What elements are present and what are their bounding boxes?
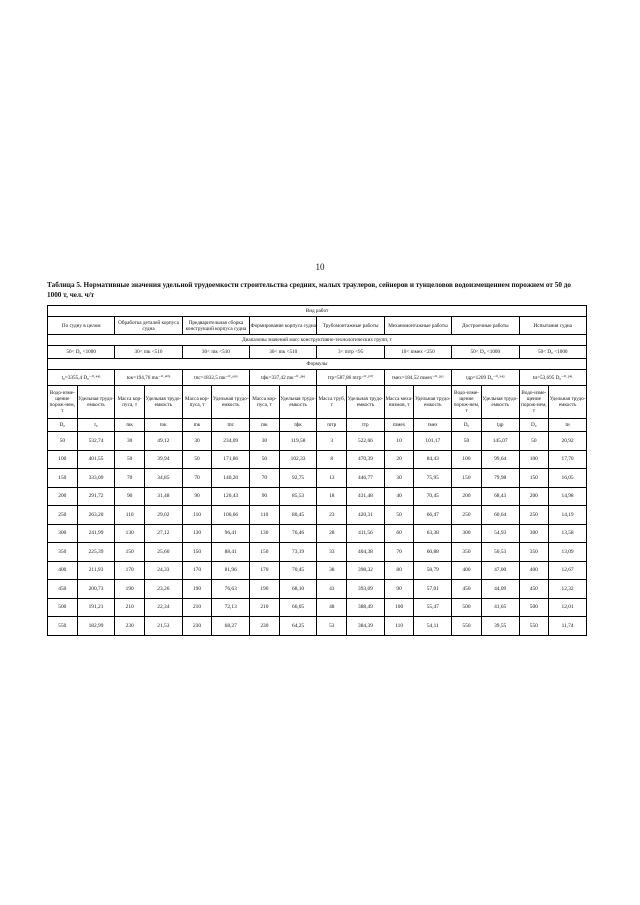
table-cell: 200,73 [77, 580, 115, 599]
table-cell: 18 [317, 487, 347, 506]
column-symbol: mк [250, 419, 280, 432]
work-group-header: Достроечные работы [452, 317, 519, 335]
work-group-header: По судну в целом [48, 317, 115, 335]
table-cell: 230 [250, 617, 280, 636]
mass-range-cell: 50< D₀ <1000 [48, 346, 115, 359]
table-cell: 27,12 [145, 524, 183, 543]
table-cell: 170 [250, 561, 280, 580]
table-cell: 50 [519, 432, 549, 451]
table-cell: 100 [384, 598, 414, 617]
table-cell: 17,70 [549, 450, 587, 469]
table-cell: 170 [182, 561, 212, 580]
table-cell: 100 [48, 450, 78, 469]
mass-range-cell: 30< mк <510 [115, 346, 182, 359]
table-cell: 50,53 [481, 543, 519, 562]
table-cell: 49,12 [145, 432, 183, 451]
table-cell: 79,98 [481, 469, 519, 488]
column-header: Удельная трудо-емкость [212, 386, 250, 419]
table-row [48, 617, 587, 636]
formula-cell: t₀=3355,4 D₀⁻⁰·⁴⁴¹ [48, 370, 115, 386]
table-cell: 92,75 [279, 469, 317, 488]
table-cell: 75,95 [414, 469, 452, 488]
table-cell: 150 [250, 543, 280, 562]
table-cell: 150 [48, 469, 78, 488]
table-cell: 145,07 [481, 432, 519, 451]
table-cell: 210 [250, 598, 280, 617]
table-cell: 150 [519, 469, 549, 488]
table-cell: 70 [182, 469, 212, 488]
table-cell: 350 [519, 543, 549, 562]
table-cell: 60,64 [481, 506, 519, 525]
labor-intensity-table [47, 305, 587, 636]
table-cell: 150 [452, 469, 482, 488]
table-cell: 80,45 [279, 506, 317, 525]
table-cell: 50 [182, 450, 212, 469]
table-cell: 76,46 [279, 524, 317, 543]
table-cell: 50 [48, 432, 78, 451]
table-cell: 14,98 [549, 487, 587, 506]
formula-cell: tмех=184,52 mмех⁻⁰·²⁶¹ [384, 370, 451, 386]
table-cell: 84,43 [414, 450, 452, 469]
column-symbol: tи [549, 419, 587, 432]
column-symbol: mк [182, 419, 212, 432]
table-cell: 384,39 [347, 617, 385, 636]
table-cell: 171,86 [212, 450, 250, 469]
table-cell: 420,31 [347, 506, 385, 525]
table-cell: 110 [115, 506, 145, 525]
column-symbol: D₀ [519, 419, 549, 432]
table-cell: 64,25 [279, 617, 317, 636]
table-cell: 250 [452, 506, 482, 525]
table-cell: 100 [452, 450, 482, 469]
table-row [48, 506, 587, 525]
table-cell: 225,39 [77, 543, 115, 562]
column-header: Удельная трудо-емкость [279, 386, 317, 419]
table-cell: 68,43 [481, 487, 519, 506]
table-cell: 211,93 [77, 561, 115, 580]
table-cell: 48 [317, 598, 347, 617]
table-cell: 14,19 [549, 506, 587, 525]
table-cell: 20,92 [549, 432, 587, 451]
table-cell: 150 [182, 543, 212, 562]
table-cell: 388,49 [347, 598, 385, 617]
table-cell: 500 [48, 598, 78, 617]
table-cell: 550 [519, 617, 549, 636]
table-cell: 23 [317, 506, 347, 525]
table-cell: 400 [452, 561, 482, 580]
mass-range-cell: 50< D₀ <1000 [452, 346, 519, 359]
column-header: Удельная трудо-емкость [414, 386, 452, 419]
mass-range-cell: 30< mк <510 [182, 346, 249, 359]
table-cell: 210 [115, 598, 145, 617]
table-row [48, 543, 587, 562]
table-cell: 110 [384, 617, 414, 636]
table-cell: 500 [519, 598, 549, 617]
table-cell: 68,10 [279, 580, 317, 599]
table-cell: 101,17 [414, 432, 452, 451]
table-cell: 500 [452, 598, 482, 617]
table-cell: 13,58 [549, 524, 587, 543]
work-group-header: Обработка деталей корпуса судна [115, 317, 182, 335]
column-symbol: tпс [212, 419, 250, 432]
table-cell: 24,33 [145, 561, 183, 580]
table-cell: 263,20 [77, 506, 115, 525]
table-cell: 411,56 [347, 524, 385, 543]
table-cell: 300 [48, 524, 78, 543]
table-cell: 66,05 [279, 598, 317, 617]
table-cell: 234,09 [212, 432, 250, 451]
table-cell: 34,85 [145, 469, 183, 488]
table-cell: 450 [48, 580, 78, 599]
table-cell: 43 [317, 580, 347, 599]
table-cell: 81,96 [212, 561, 250, 580]
column-symbol: tтр [347, 419, 385, 432]
table-cell: 150 [115, 543, 145, 562]
table-cell: 550 [48, 617, 78, 636]
table-cell: 110 [182, 506, 212, 525]
table-cell: 119,58 [279, 432, 317, 451]
table-cell: 41,65 [481, 598, 519, 617]
table-cell: 39,94 [145, 450, 183, 469]
table-cell: 230 [182, 617, 212, 636]
table-cell: 350 [48, 543, 78, 562]
table-row [48, 450, 587, 469]
table-cell: 191,21 [77, 598, 115, 617]
table-cell: 190 [250, 580, 280, 599]
table-cell: 90 [384, 580, 414, 599]
table-cell: 130 [250, 524, 280, 543]
column-symbol: mтр [317, 419, 347, 432]
work-group-header: Испытания судна [519, 317, 586, 335]
table-row [48, 598, 587, 617]
table-cell: 190 [182, 580, 212, 599]
table-cell: 22,34 [145, 598, 183, 617]
table-cell: 96,41 [212, 524, 250, 543]
table-cell: 25,60 [145, 543, 183, 562]
table-cell: 85,53 [279, 487, 317, 506]
table-cell: 55,47 [414, 598, 452, 617]
formula-cell: tтр=587,86 mтр⁻⁰·¹⁰⁷ [317, 370, 384, 386]
mass-range-cell: 50< D₀ <1000 [519, 346, 586, 359]
column-symbol: D₀ [48, 419, 78, 432]
table-cell: 550 [452, 617, 482, 636]
column-header: Масса труб, т [317, 386, 347, 419]
table-cell: 70 [384, 543, 414, 562]
table-cell: 30 [182, 432, 212, 451]
table-row [48, 432, 587, 451]
table-cell: 12,01 [549, 598, 587, 617]
work-group-header: Трубомонтажные работы [317, 317, 384, 335]
mass-range-cell: 30< mк <510 [250, 346, 317, 359]
table-cell: 80 [384, 561, 414, 580]
table-cell: 60,88 [414, 543, 452, 562]
table-cell: 404,38 [347, 543, 385, 562]
table-row [48, 561, 587, 580]
column-header: Масса меха-низмов, т [384, 386, 414, 419]
table-cell: 70 [250, 469, 280, 488]
table-row [48, 580, 587, 599]
table-cell: 30 [384, 469, 414, 488]
table-cell: 140,20 [212, 469, 250, 488]
table-cell: 230 [115, 617, 145, 636]
table-cell: 28 [317, 524, 347, 543]
table-cell: 70 [115, 469, 145, 488]
table-cell: 291,72 [77, 487, 115, 506]
column-header: Удельная трудо-емкость [77, 386, 115, 419]
table-cell: 446,77 [347, 469, 385, 488]
formula-cell: tок=194,76 mк⁻⁰·⁴⁰⁵ [115, 370, 182, 386]
table-cell: 300 [519, 524, 549, 543]
table-cell: 190 [115, 580, 145, 599]
column-header: Удельная трудо-емкость [145, 386, 183, 419]
table-cell: 200 [452, 487, 482, 506]
work-group-header: Механомонтажные работы [384, 317, 451, 335]
table-cell: 393,09 [347, 580, 385, 599]
table-caption: Таблица 5. Нормативные значения удельной трудоемкости строительства средних, малых траулеров, сейнеров и тунцеловов водоизмещением порожнем от 50 до 1000 т, чел. ч/т [47, 281, 571, 299]
table-row [48, 487, 587, 506]
mass-range-cell: 3< mтр <95 [317, 346, 384, 359]
table-cell: 110 [250, 506, 280, 525]
table-row [48, 524, 587, 543]
table-cell: 12,67 [549, 561, 587, 580]
formula-cell: tпс=1832,5 mк⁻⁰·⁶⁹⁵ [182, 370, 249, 386]
table-cell: 398,32 [347, 561, 385, 580]
table-cell: 90 [115, 487, 145, 506]
table-cell: 16,05 [549, 469, 587, 488]
table-cell: 54,11 [414, 617, 452, 636]
table-cell: 39,55 [481, 617, 519, 636]
table-cell: 10 [384, 432, 414, 451]
table-cell: 210 [182, 598, 212, 617]
column-header: Масса кор-пуса, т [115, 386, 145, 419]
table-cell: 106,66 [212, 506, 250, 525]
table-cell: 23,26 [145, 580, 183, 599]
table-cell: 31,48 [145, 487, 183, 506]
table-cell: 102,33 [279, 450, 317, 469]
table-cell: 12,32 [549, 580, 587, 599]
table-cell: 30 [250, 432, 280, 451]
table-cell: 400 [519, 561, 549, 580]
table-cell: 57,01 [414, 580, 452, 599]
table-cell: 250 [48, 506, 78, 525]
table-row [48, 469, 587, 488]
table-cell: 470,39 [347, 450, 385, 469]
column-header: Удельная трудо-емкость [347, 386, 385, 419]
table-cell: 8 [317, 450, 347, 469]
table-cell: 38 [317, 561, 347, 580]
formula-cell: tи=53,695 D₀⁻⁰·²⁴¹ [519, 370, 586, 386]
table-cell: 300 [452, 524, 482, 543]
column-symbol: t₀ [77, 419, 115, 432]
table-cell: 30 [115, 432, 145, 451]
column-symbol: mк [115, 419, 145, 432]
table-cell: 532,74 [77, 432, 115, 451]
formula-cell: tдр=1209 D₀⁻⁰·⁵⁴² [452, 370, 519, 386]
table-cell: 50 [384, 506, 414, 525]
table-cell: 21,53 [145, 617, 183, 636]
column-header: Удельная трудо-емкость [481, 386, 519, 419]
column-header: Водо-изме-щение порож-нем, т [519, 386, 549, 419]
column-symbol: mмех [384, 419, 414, 432]
table-cell: 50 [250, 450, 280, 469]
column-header: Водо-изме-щение порож-нем, т [48, 386, 78, 419]
column-symbol: tфк [279, 419, 317, 432]
table-cell: 90 [182, 487, 212, 506]
table-cell: 63,38 [414, 524, 452, 543]
mass-range-cell: 10< mмех <250 [384, 346, 451, 359]
work-type-header: Вид работ [48, 306, 587, 317]
table-cell: 3 [317, 432, 347, 451]
table-cell: 73,19 [279, 543, 317, 562]
ranges-title: Диапазоны значений масс конструктивно-технологических групп, т [48, 335, 587, 346]
table-cell: 54,93 [481, 524, 519, 543]
table-cell: 522,66 [347, 432, 385, 451]
table-cell: 90 [250, 487, 280, 506]
table-cell: 20 [384, 450, 414, 469]
column-symbol: tдр [481, 419, 519, 432]
column-symbol: D₀ [452, 419, 482, 432]
column-header: Удельная трудо-емкость [549, 386, 587, 419]
table-cell: 450 [452, 580, 482, 599]
table-cell: 13,09 [549, 543, 587, 562]
table-cell: 241,99 [77, 524, 115, 543]
table-cell: 68,27 [212, 617, 250, 636]
table-cell: 200 [519, 487, 549, 506]
table-cell: 50 [115, 450, 145, 469]
table-cell: 182,99 [77, 617, 115, 636]
formula-cell: tфк=337,42 mк⁻⁰·³⁸⁶ [250, 370, 317, 386]
table-cell: 70,45 [414, 487, 452, 506]
table-cell: 50 [452, 432, 482, 451]
table-cell: 170 [115, 561, 145, 580]
table-cell: 58,79 [414, 561, 452, 580]
table-cell: 11,74 [549, 617, 587, 636]
page-number: 10 [315, 262, 325, 272]
table-cell: 33 [317, 543, 347, 562]
table-cell: 401,55 [77, 450, 115, 469]
table-cell: 100 [519, 450, 549, 469]
column-symbol: tмех [414, 419, 452, 432]
table-cell: 60 [384, 524, 414, 543]
table-cell: 13 [317, 469, 347, 488]
work-group-header: Формирование корпуса судна [250, 317, 317, 335]
column-header: Масса кор-пуса, т [250, 386, 280, 419]
table-cell: 44,09 [481, 580, 519, 599]
table-cell: 333,09 [77, 469, 115, 488]
column-header: Водо-изме-щение порож-нем, т [452, 386, 482, 419]
table-cell: 120,43 [212, 487, 250, 506]
table-cell: 53 [317, 617, 347, 636]
table-cell: 130 [182, 524, 212, 543]
table-cell: 40 [384, 487, 414, 506]
table-cell: 88,41 [212, 543, 250, 562]
column-symbol: tок [145, 419, 183, 432]
table-cell: 350 [452, 543, 482, 562]
table-cell: 29,02 [145, 506, 183, 525]
table-cell: 70,45 [279, 561, 317, 580]
table-cell: 450 [519, 580, 549, 599]
table-cell: 76,63 [212, 580, 250, 599]
table-cell: 130 [115, 524, 145, 543]
table-cell: 400 [48, 561, 78, 580]
table-cell: 200 [48, 487, 78, 506]
formulas-title: Формулы [48, 359, 587, 370]
work-group-header: Предварительная сборка конструкций корпуса судна [182, 317, 249, 335]
column-header: Масса кор-пуса, т [182, 386, 212, 419]
table-cell: 72,13 [212, 598, 250, 617]
table-cell: 66,47 [414, 506, 452, 525]
table-cell: 47,00 [481, 561, 519, 580]
table-cell: 250 [519, 506, 549, 525]
table-cell: 431,48 [347, 487, 385, 506]
table-cell: 99,64 [481, 450, 519, 469]
